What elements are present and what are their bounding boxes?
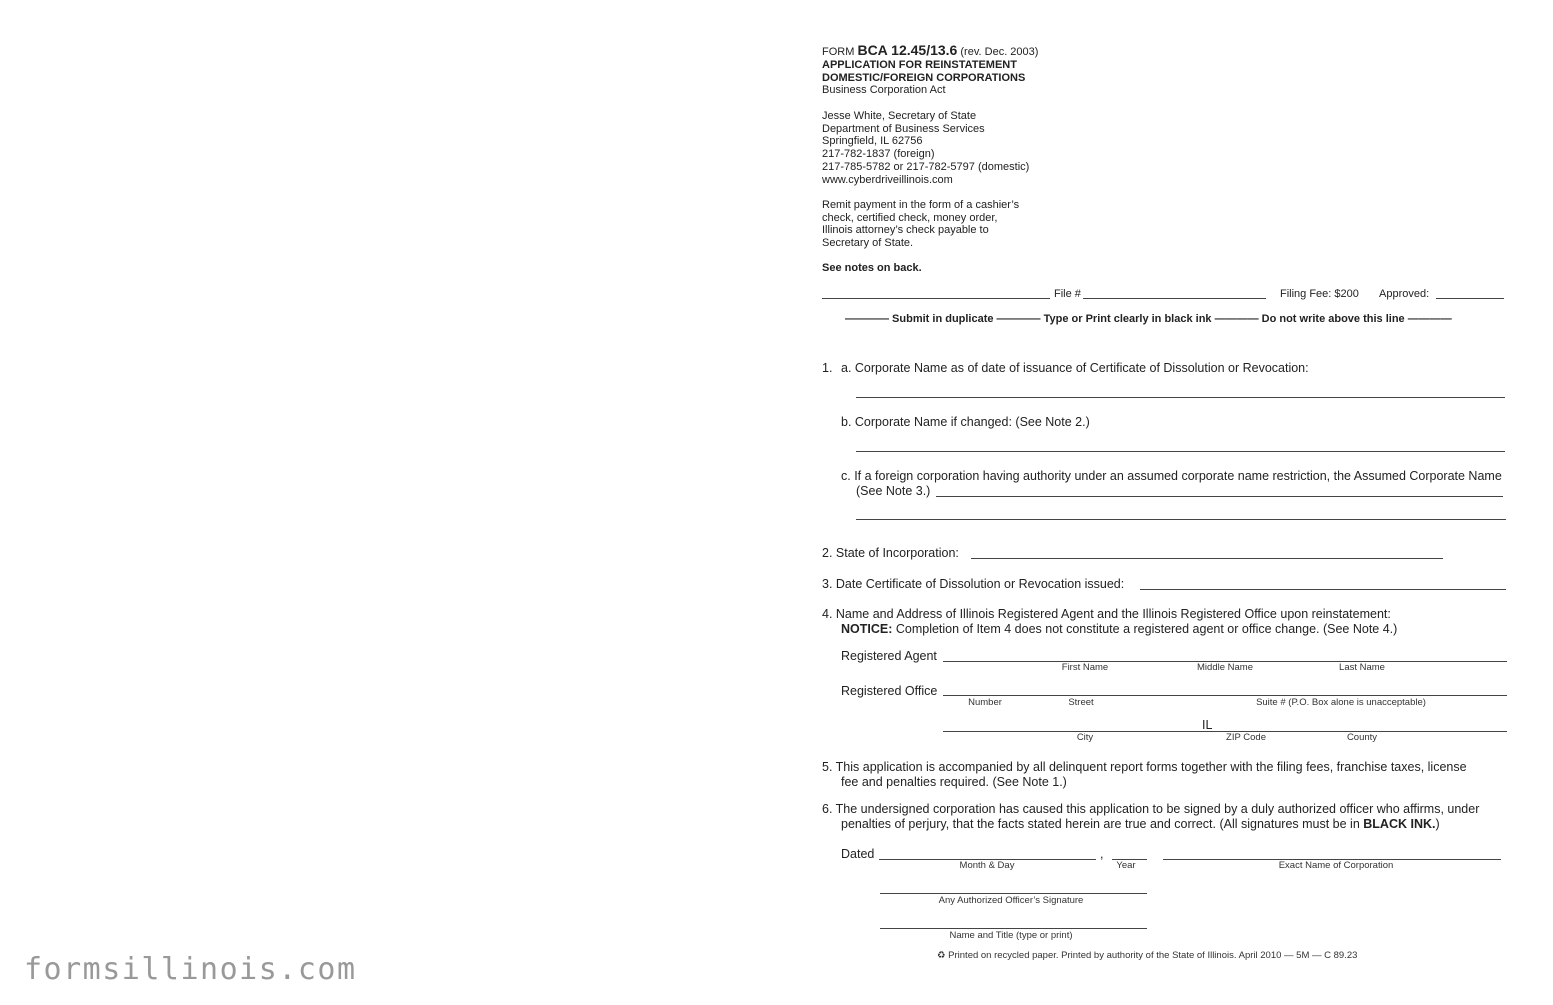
name-title-caption: Name and Title (type or print) — [949, 930, 1073, 941]
item-6-close: ) — [1435, 817, 1440, 831]
office-line-1: Jesse White, Secretary of State — [822, 110, 977, 122]
agent-first-name-caption: First Name — [1061, 662, 1109, 673]
item-6-text: penalties of perjury, that the facts stated herein are true and correct. (All signatures must be in — [841, 817, 1364, 831]
officer-signature-caption: Any Authorized Officer’s Signature — [938, 895, 1084, 906]
notice-label: NOTICE: — [841, 622, 893, 636]
form-revision: (rev. Dec. 2003) — [960, 46, 1039, 58]
item-5-line-2: fee and penalties required. (See Note 1.) — [841, 775, 1067, 789]
file-number-field[interactable] — [1083, 298, 1266, 299]
year-caption: Year — [1116, 860, 1136, 871]
item-4-label: 4. Name and Address of Illinois Registered Agent and the Illinois Registered Office upon reinstatement: — [822, 607, 1391, 621]
registered-agent-label: Registered Agent — [841, 649, 937, 663]
agent-last-name-caption: Last Name — [1339, 662, 1385, 673]
payment-line-4: Secretary of State. — [822, 237, 914, 249]
notice-text: Completion of Item 4 does not constitute a registered agent or office change. (See Note 4.) — [892, 622, 1398, 636]
footer-printed-note: ♻ Printed on recycled paper. Printed by authority of the State of Illinois. April 2010 — 5M — C 89.23 — [937, 950, 1358, 961]
item-1b-label: b. Corporate Name if changed: (See Note 2.) — [841, 415, 1090, 429]
form-header — [822, 44, 1038, 59]
dissolution-date-field[interactable] — [1140, 589, 1506, 590]
office-number-caption: Number — [968, 697, 1002, 708]
form-title-line-2: DOMESTIC/FOREIGN CORPORATIONS — [822, 72, 1026, 84]
registered-office-city-field[interactable] — [943, 731, 1507, 732]
office-line-5: 217-785-5782 or 217-782-5797 (domestic) — [822, 161, 1030, 173]
agent-middle-name-caption: Middle Name — [1197, 662, 1253, 673]
form-act: Business Corporation Act — [822, 84, 946, 96]
item-1a-label: a. Corporate Name as of date of issuance of Certificate of Dissolution or Revocation: — [841, 361, 1309, 375]
form-title-line-1: APPLICATION FOR REINSTATEMENT — [822, 59, 1017, 71]
date-comma: , — [1100, 847, 1104, 861]
item-3-label: 3. Date Certificate of Dissolution or Revocation issued: — [822, 577, 1125, 591]
officer-signature-field[interactable] — [880, 893, 1147, 894]
office-suite-caption: Suite # (P.O. Box alone is unacceptable) — [1256, 697, 1426, 708]
office-zip-caption: ZIP Code — [1226, 732, 1266, 743]
corporate-name-field[interactable] — [856, 397, 1505, 398]
registered-office-street-field[interactable] — [943, 695, 1507, 696]
name-title-field[interactable] — [880, 928, 1147, 929]
see-notes: See notes on back. — [822, 262, 922, 274]
item-1c-note: (See Note 3.) — [856, 484, 931, 498]
office-county-caption: County — [1346, 732, 1378, 743]
assumed-name-field-2[interactable] — [856, 519, 1506, 520]
changed-name-field[interactable] — [856, 451, 1505, 452]
payment-line-3: Illinois attorney’s check payable to — [822, 224, 989, 236]
form-prefix: FORM — [822, 46, 855, 58]
item-5-line-1: 5. This application is accompanied by all delinquent report forms together with the filing fees, franchise taxes, license — [822, 760, 1467, 774]
assumed-name-field-1[interactable] — [936, 496, 1503, 497]
corporation-name-caption: Exact Name of Corporation — [1278, 860, 1394, 871]
item-4-notice — [841, 622, 1397, 636]
approved-label: Approved: — [1379, 288, 1430, 300]
site-watermark: formsillinois.com — [24, 952, 357, 987]
office-line-2: Department of Business Services — [822, 123, 985, 135]
black-ink-emphasis: BLACK INK. — [1363, 817, 1436, 831]
dated-label: Dated — [841, 847, 875, 861]
filing-fee: Filing Fee: $200 — [1280, 288, 1359, 300]
item-6-line-2 — [841, 817, 1440, 831]
office-state-value: IL — [1202, 718, 1213, 732]
item-2-label: 2. State of Incorporation: — [822, 546, 959, 560]
office-city-caption: City — [1076, 732, 1094, 743]
month-day-caption: Month & Day — [959, 860, 1015, 871]
instructions-bar: ———— Submit in duplicate ———— Type or Print clearly in black ink ———— Do not write above this line ———— — [845, 313, 1452, 325]
payment-line-2: check, certified check, money order, — [822, 212, 998, 224]
form-number: BCA 12.45/13.6 — [857, 42, 958, 58]
office-line-4: 217-782-1837 (foreign) — [822, 148, 935, 160]
state-of-incorporation-field[interactable] — [971, 558, 1443, 559]
office-use-blank — [822, 298, 1050, 299]
office-street-caption: Street — [1068, 697, 1094, 708]
payment-line-1: Remit payment in the form of a cashier’s — [822, 199, 1020, 211]
office-website[interactable]: www.cyberdriveillinois.com — [822, 174, 953, 186]
item-6-line-1: 6. The undersigned corporation has caused this application to be signed by a duly authorized officer who affirms, under — [822, 802, 1480, 816]
approved-field[interactable] — [1436, 298, 1504, 299]
office-line-3: Springfield, IL 62756 — [822, 135, 923, 147]
registered-office-label: Registered Office — [841, 684, 938, 698]
item-1c-label: c. If a foreign corporation having authority under an assumed corporate name restriction, the Assumed Corporate Name — [841, 469, 1502, 483]
file-number-label: File # — [1054, 288, 1081, 300]
item-1-number: 1. — [822, 361, 833, 375]
